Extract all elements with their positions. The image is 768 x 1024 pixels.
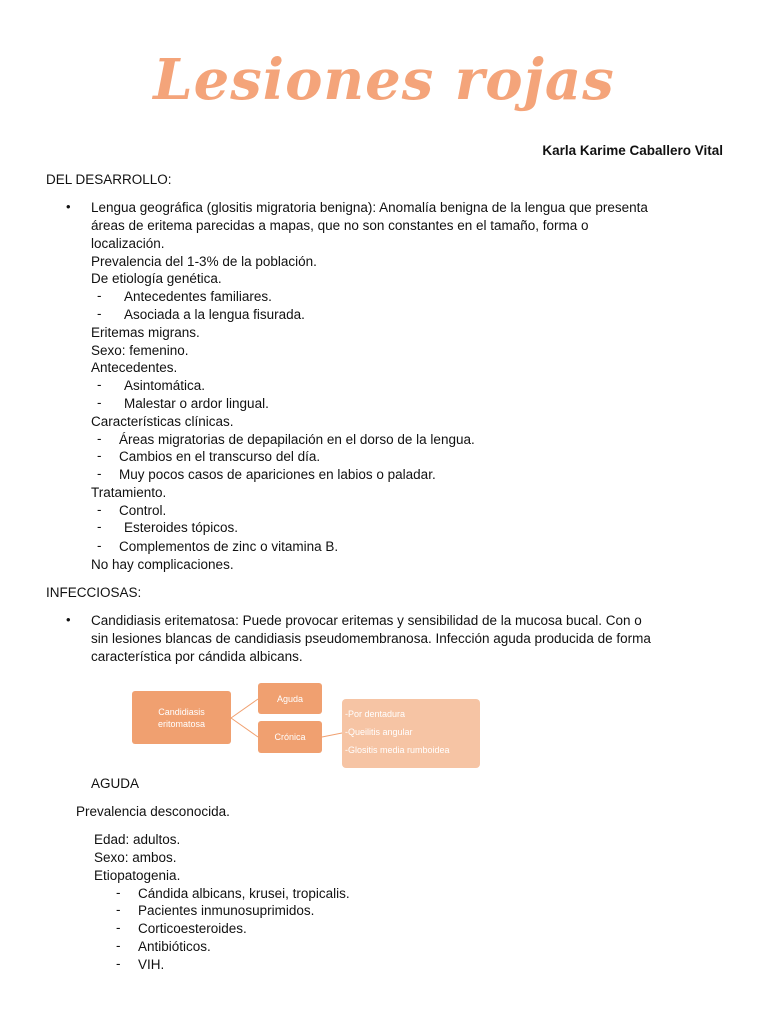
dash-marker: -: [97, 431, 102, 446]
list-item: Cándida albicans, krusei, tropicalis.: [138, 886, 350, 901]
dash-marker: -: [97, 519, 102, 534]
list-item: Asintomática.: [124, 378, 206, 393]
antecedentes-text: Antecedentes.: [91, 360, 178, 375]
aguda-etiopatogenia: Etiopatogenia.: [94, 868, 181, 883]
paragraph-line: característica por cándida albicans.: [91, 649, 303, 664]
aguda-prevalencia: Prevalencia desconocida.: [76, 804, 230, 819]
diagram-node-cronica-details: [342, 699, 480, 768]
node-label: Candidiasis: [158, 706, 205, 717]
list-item: Antibióticos.: [138, 939, 211, 954]
diagram-node-candidiasis: [132, 691, 231, 744]
detail-item: -Glositis media rumboidea: [345, 745, 450, 755]
list-item: Asociada a la lengua fisurada.: [124, 307, 305, 322]
dash-marker: -: [116, 956, 121, 971]
eritemas-text: Eritemas migrans.: [91, 325, 200, 340]
aguda-sexo: Sexo: ambos.: [94, 850, 177, 865]
author-name: Karla Karime Caballero Vital: [542, 143, 723, 158]
dash-marker: -: [116, 938, 121, 953]
dash-marker: -: [97, 377, 102, 392]
sexo-text: Sexo: femenino.: [91, 343, 189, 358]
list-item: Muy pocos casos de apariciones en labios o paladar.: [119, 467, 436, 482]
detail-item: -Por dentadura: [345, 709, 406, 719]
bullet-icon: •: [66, 612, 71, 627]
list-item: VIH.: [138, 957, 165, 972]
etiologia-text: De etiología genética.: [91, 271, 222, 286]
list-item: Cambios en el transcurso del día.: [119, 449, 321, 464]
list-item: Corticoesteroides.: [138, 921, 247, 936]
diagram-node-aguda: Aguda: [258, 683, 322, 714]
dash-marker: -: [97, 306, 102, 321]
tratamiento-text: Tratamiento.: [91, 485, 167, 500]
prevalencia-text: Prevalencia del 1-3% de la población.: [91, 254, 317, 269]
node-label: eritomatosa: [157, 718, 206, 729]
dash-marker: -: [97, 395, 102, 410]
section-heading-infecciosas: INFECCIOSAS:: [46, 585, 142, 600]
list-item: Áreas migratorias de depapilación en el dorso de la lengua.: [119, 432, 475, 447]
diagram-node-cronica: Crónica: [258, 721, 322, 753]
section-heading-desarrollo: DEL DESARROLLO:: [46, 172, 172, 187]
list-item: Control.: [119, 503, 167, 518]
bullet-icon: •: [66, 199, 71, 214]
complicaciones-text: No hay complicaciones.: [91, 557, 234, 572]
dash-marker: -: [116, 920, 121, 935]
paragraph-line: Lengua geográfica (glositis migratoria benigna): Anomalía benigna de la lengua que presenta: [91, 200, 648, 215]
list-item: Esteroides tópicos.: [124, 520, 239, 535]
dash-marker: -: [116, 902, 121, 917]
dash-marker: -: [97, 538, 102, 553]
list-item: Antecedentes familiares.: [124, 289, 272, 304]
dash-marker: -: [97, 448, 102, 463]
list-item: Malestar o ardor lingual.: [124, 396, 269, 411]
aguda-edad: Edad: adultos.: [94, 832, 181, 847]
paragraph-line: Candidiasis eritematosa: Puede provocar eritemas y sensibilidad de la mucosa bucal. Con o: [91, 613, 642, 628]
page-title: Lesiones rojas: [153, 47, 615, 113]
list-item: Complementos de zinc o vitamina B.: [119, 539, 339, 554]
dash-marker: -: [97, 288, 102, 303]
aguda-heading: AGUDA: [91, 776, 140, 791]
dash-marker: -: [97, 466, 102, 481]
paragraph-line: áreas de eritema parecidas a mapas, que no son constantes en el tamaño, forma o: [91, 218, 589, 233]
paragraph-line: sin lesiones blancas de candidiasis pseudomembranosa. Infección aguda producida de forma: [91, 631, 651, 646]
dash-marker: -: [97, 502, 102, 517]
detail-item: -Queilitis angular: [345, 727, 413, 737]
paragraph-line: localización.: [91, 236, 165, 251]
dash-marker: -: [116, 885, 121, 900]
caracteristicas-text: Características clínicas.: [91, 414, 234, 429]
list-item: Pacientes inmunosuprimidos.: [138, 903, 315, 918]
